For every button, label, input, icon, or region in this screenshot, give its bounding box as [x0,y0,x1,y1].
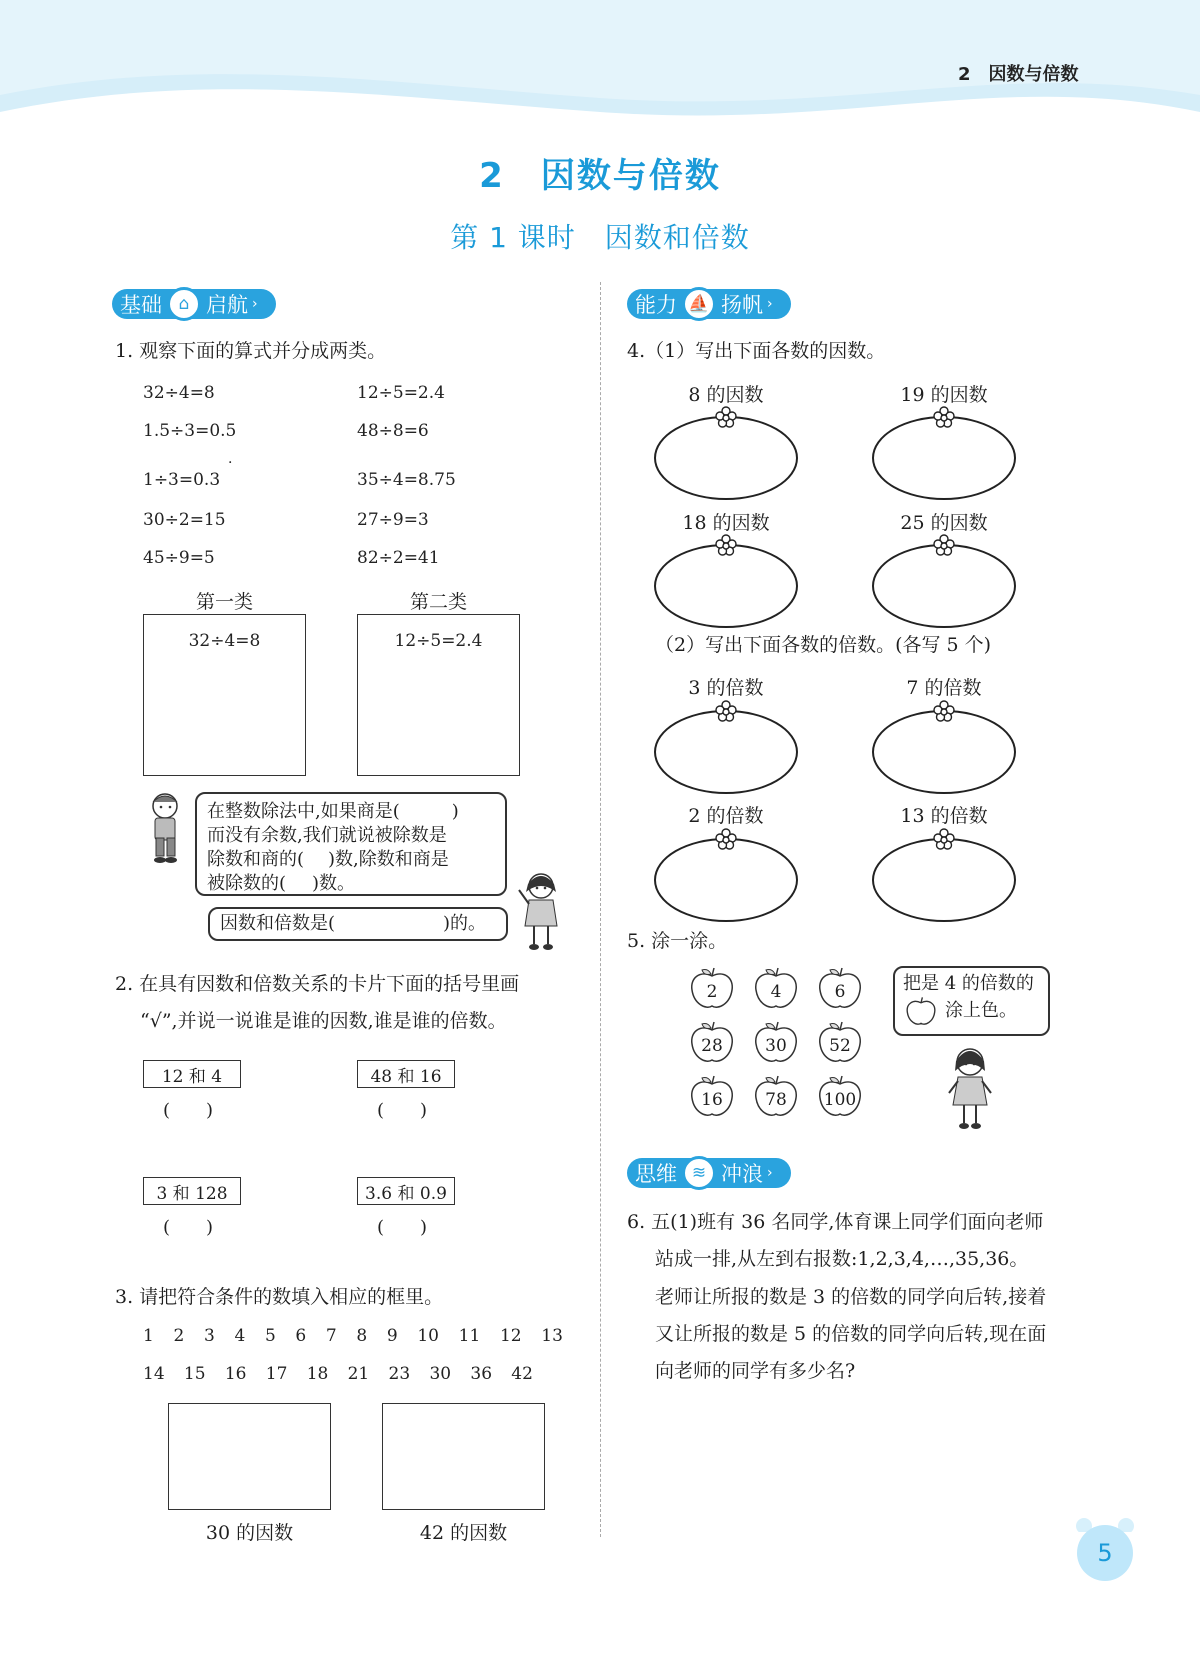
q1-title: 1. 观察下面的算式并分成两类。 [115,340,387,362]
bubble-line4a: 被除数的( [207,873,287,894]
apple-grid [688,966,870,1131]
apple-4[interactable] [752,966,800,1014]
bubble-line1-end: ) [451,801,459,822]
q3-title: 3. 请把符合条件的数填入相应的框里。 [115,1286,444,1308]
q3-number-row1 [143,1326,563,1346]
class2-label: 第二类 [409,591,467,613]
badge-label-1: 基础 [120,293,162,317]
bubble-line3b: )数,除数和商是 [328,849,449,870]
factors-of-30-label: 30 的因数 [205,1522,294,1544]
number: 16 [224,1364,247,1384]
flower-icon [933,406,955,428]
number: 18 [306,1364,329,1384]
q1-eq-right-5: 82÷2=41 [357,548,440,568]
apple-number: 52 [829,1036,851,1056]
card-48-16: 48 和 16 [357,1060,455,1088]
running-head: 2 因数与倍数 [958,64,1079,85]
card-12-4: 12 和 4 [143,1060,241,1088]
badge-label-1: 能力 [635,293,677,317]
factors-of-30-box[interactable] [168,1403,331,1510]
q1-eq-left-4: 30÷2=15 [143,510,226,530]
class2-example: 12÷5=2.4 [394,631,483,651]
number: 30 [429,1364,452,1384]
chapter-title: 2 因数与倍数 [479,156,721,196]
badge-label-2: 启航 [206,293,248,317]
paren-12-4[interactable]: ( ) [163,1100,214,1121]
number: 3 [203,1326,215,1346]
number: 23 [388,1364,411,1384]
bubble-line3a: 除数和商的( [207,849,305,870]
number: 15 [183,1364,206,1384]
flower-icon [933,700,955,722]
apple-30[interactable] [752,1020,800,1068]
class1-answer-box[interactable] [143,614,306,776]
number: 12 [499,1326,522,1346]
apple-number: 4 [770,982,782,1002]
apple-number: 30 [765,1036,787,1056]
factor-label-18: 18 的因数 [682,512,770,534]
flower-icon [715,406,737,428]
flower-icon [933,534,955,556]
bubble-line2: 涂上色。 [945,1000,1017,1021]
q1-eq-right-1: 12÷5=2.4 [357,383,445,403]
boy-illustration [143,790,189,870]
q4-title: 4.（1）写出下面各数的因数。 [627,340,886,362]
section-badge-thinking [627,1158,791,1188]
wave-icon: ≋ [682,1156,716,1190]
factor-oval-25[interactable] [872,544,1016,628]
q1-eq-right-3: 35÷4=8.75 [357,470,456,490]
apple-52[interactable] [816,1020,864,1068]
chevron-right-icon: › [252,296,258,312]
page-number: 5 [1077,1525,1133,1581]
number: 8 [356,1326,368,1346]
number: 13 [541,1326,563,1346]
chevron-right-icon: › [767,1165,773,1181]
bubble-line1: 在整数除法中,如果商是( [207,801,400,822]
factor-oval-18[interactable] [654,544,798,628]
bubble-line4b: )数。 [312,873,356,894]
apple-100[interactable] [816,1074,864,1122]
apple-28[interactable] [688,1020,736,1068]
class1-label: 第一类 [195,591,253,613]
lesson-title: 第 1 课时 因数和倍数 [450,221,750,254]
chevron-right-icon: › [767,296,773,312]
q1-eq-left-5: 45÷9=5 [143,548,215,568]
number: 5 [264,1326,276,1346]
apple-78[interactable] [752,1074,800,1122]
multiple-label-13: 13 的倍数 [900,805,988,827]
flower-icon [715,534,737,556]
apple-number: 16 [701,1090,723,1110]
class1-example: 32÷4=8 [188,631,261,651]
speech-bubble-color [893,966,1050,1036]
bubble-line1: 把是 4 的倍数的 [903,973,1034,994]
multiple-label-3: 3 的倍数 [688,677,764,699]
apple-2[interactable] [688,966,736,1014]
number: 42 [511,1364,533,1384]
sailboat-icon: ⛵ [682,287,716,321]
speech-bubble-definition [195,792,507,896]
q5-title: 5. 涂一涂。 [627,930,728,952]
number: 21 [347,1364,370,1384]
repeating-dot: · [228,455,233,471]
q1-eq-left-3: 1÷3=0.3 [143,470,221,490]
card-3.6-0.9: 3.6 和 0.9 [357,1177,455,1205]
apple-16[interactable] [688,1074,736,1122]
girl-illustration [515,870,565,954]
q1-eq-left-1: 32÷4=8 [143,383,215,403]
multiple-oval-2[interactable] [654,838,798,922]
apple-icon [903,996,939,1026]
q1-eq-left-2: 1.5÷3=0.5 [143,421,237,441]
factor-oval-19[interactable] [872,416,1016,500]
apple-number: 28 [701,1036,723,1056]
badge-label-2: 扬帆 [721,293,763,317]
speech-bubble-relation [208,907,508,941]
girl-illustration [945,1045,995,1131]
apple-number: 78 [765,1090,787,1110]
factors-of-42-label: 42 的因数 [419,1522,508,1544]
number: 2 [173,1326,185,1346]
paren-3-128[interactable]: ( ) [163,1217,214,1238]
q6-line3: 老师让所报的数是 3 的倍数的同学向后转,接着 [655,1286,1047,1308]
multiple-oval-7[interactable] [872,710,1016,794]
badge-label-1: 思维 [635,1162,677,1186]
apple-6[interactable] [816,966,864,1014]
apple-number: 2 [706,982,718,1002]
number: 6 [295,1326,307,1346]
flower-icon [715,700,737,722]
flower-icon [715,828,737,850]
section-badge-basic [112,289,276,319]
number: 36 [470,1364,493,1384]
number: 1 [143,1326,154,1346]
bubble-line2: 而没有余数,我们就说被除数是 [207,825,447,846]
factor-label-19: 19 的因数 [900,384,988,406]
card-3-128: 3 和 128 [143,1177,241,1205]
number: 9 [386,1326,398,1346]
section-badge-ability [627,289,791,319]
number: 11 [458,1326,481,1346]
bubble2-b: )的。 [443,913,487,934]
factor-label-8: 8 的因数 [688,384,764,406]
q2-title-line2: “√”,并说一说谁是谁的因数,谁是谁的倍数。 [140,1010,507,1032]
q6-line2: 站成一排,从左到右报数:1,2,3,4,…,35,36。 [655,1248,1029,1270]
bubble2-a: 因数和倍数是( [220,913,336,934]
q6-line5: 向老师的同学有多少名? [655,1360,856,1382]
q6-line4: 又让所报的数是 5 的倍数的同学向后转,现在面 [655,1323,1047,1345]
number: 4 [234,1326,246,1346]
multiple-oval-3[interactable] [654,710,798,794]
multiple-label-2: 2 的倍数 [688,805,764,827]
q3-number-row2 [143,1364,533,1384]
number: 10 [417,1326,439,1346]
q2-title-line1: 2. 在具有因数和倍数关系的卡片下面的括号里画 [115,973,520,995]
multiple-label-7: 7 的倍数 [906,677,982,699]
house-icon: ⌂ [167,287,201,321]
flower-icon [933,828,955,850]
factor-label-25: 25 的因数 [900,512,988,534]
column-divider [600,282,601,1537]
number: 7 [325,1326,337,1346]
number: 17 [265,1364,288,1384]
q4-sub2: （2）写出下面各数的倍数。(各写 5 个) [655,634,992,656]
factor-oval-8[interactable] [654,416,798,500]
class2-answer-box[interactable] [357,614,520,776]
paren-3.6-0.9[interactable]: ( ) [377,1217,428,1238]
factors-of-42-box[interactable] [382,1403,545,1510]
q1-eq-right-2: 48÷8=6 [357,421,429,441]
paren-48-16[interactable]: ( ) [377,1100,428,1121]
number: 14 [143,1364,165,1384]
multiple-oval-13[interactable] [872,838,1016,922]
apple-number: 6 [834,982,846,1002]
apple-number: 100 [823,1090,857,1110]
q1-eq-right-4: 27÷9=3 [357,510,429,530]
q6-line1: 6. 五(1)班有 36 名同学,体育课上同学们面向老师 [627,1211,1044,1233]
badge-label-2: 冲浪 [721,1162,763,1186]
